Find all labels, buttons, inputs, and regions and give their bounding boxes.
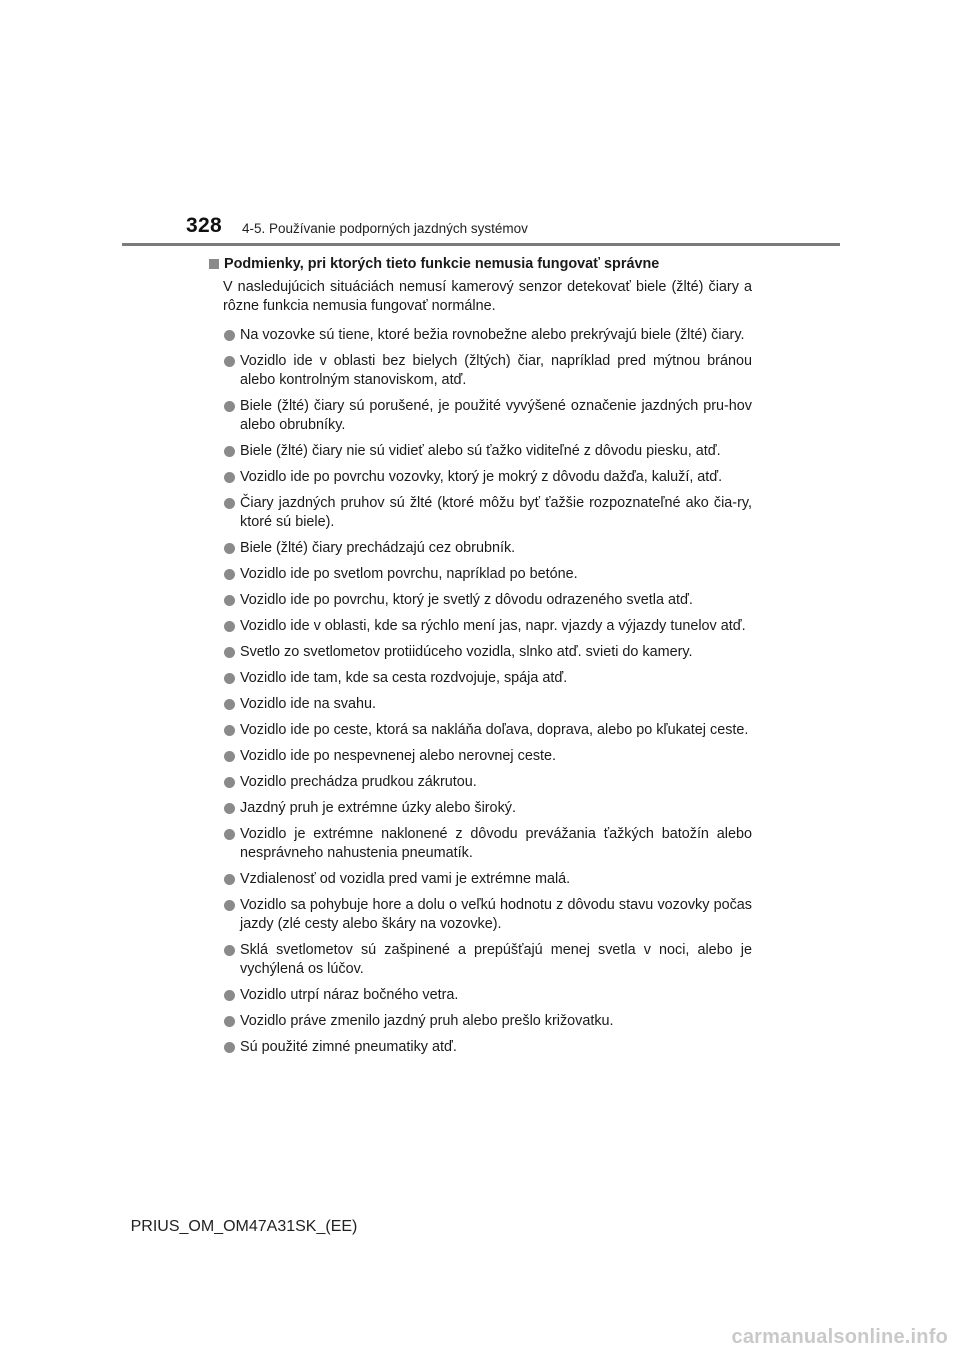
list-item [223,539,752,558]
list-item-text: Čiary jazdných pruhov sú žlté (ktoré môžu byť ťažšie rozpoznateľné ako čia-ry, ktoré sú biele). [240,495,752,530]
list-item-text: Biele (žlté) čiary prechádzajú cez obrubník. [240,540,516,556]
list-item [223,442,752,461]
section-title: 4-5. Používanie podporných jazdných systémov [242,221,528,236]
round-bullet-icon [224,621,235,632]
round-bullet-icon [224,874,235,885]
list-item-text: Vozidlo prechádza prudkou zákrutou. [240,774,477,790]
list-item-text: Vozidlo ide po povrchu, ktorý je svetlý z dôvodu odrazeného svetla atď. [240,592,693,608]
list-item [223,799,752,818]
list-item-text: Vozidlo utrpí náraz bočného vetra. [240,987,459,1003]
round-bullet-icon [224,1016,235,1027]
list-item [223,870,752,889]
list-item [223,617,752,636]
round-bullet-icon [224,1042,235,1053]
list-item-text: Vozidlo ide tam, kde sa cesta rozdvojuje, spája atď. [240,670,568,686]
list-item-text: Sklá svetlometov sú zašpinené a prepúšťajú menej svetla v noci, alebo je vychýlená os lúčov. [240,942,752,977]
document-code: PRIUS_OM_OM47A31SK_(EE) [130,1218,358,1235]
list-item [223,721,752,740]
round-bullet-icon [224,595,235,606]
list-item-text: Vozidlo ide v oblasti, kde sa rýchlo mení jas, napr. vjazdy a výjazdy tunelov atď. [240,618,746,634]
subheading [209,255,752,273]
list-item-text: Svetlo zo svetlometov protiidúceho vozidla, slnko atď. svieti do kamery. [240,644,693,660]
list-item-text: Vozidlo ide v oblasti bez bielych (žltých) čiar, napríklad pred mýtnou bránou alebo kontrolným stanoviskom, atď. [240,353,752,388]
list-item [223,695,752,714]
list-item [223,591,752,610]
round-bullet-icon [224,647,235,658]
list-item [223,747,752,766]
list-item [223,825,752,863]
round-bullet-icon [224,673,235,684]
list-item [223,643,752,662]
list-item [223,397,752,435]
list-item [223,468,752,487]
square-bullet-icon [209,259,219,269]
page-header [0,0,960,246]
round-bullet-icon [224,498,235,509]
list-item-text: Biele (žlté) čiary nie sú vidieť alebo sú ťažko viditeľné z dôvodu piesku, atď. [240,443,721,459]
round-bullet-icon [224,900,235,911]
list-item-text: Vzdialenosť od vozidla pred vami je extrémne malá. [240,871,571,887]
list-item-text: Vozidlo ide po ceste, ktorá sa nakláňa doľava, doprava, alebo po kľukatej ceste. [240,722,749,738]
list-item-text: Vozidlo ide na svahu. [240,696,377,712]
round-bullet-icon [224,569,235,580]
list-item [223,986,752,1005]
round-bullet-icon [224,829,235,840]
round-bullet-icon [224,472,235,483]
round-bullet-icon [224,725,235,736]
main-content [209,255,752,1064]
round-bullet-icon [224,401,235,412]
list-item [223,1012,752,1031]
round-bullet-icon [224,446,235,457]
list-item [223,326,752,345]
round-bullet-icon [224,356,235,367]
list-item-text: Vozidlo ide po povrchu vozovky, ktorý je mokrý z dôvodu dažďa, kaluží, atď. [240,469,723,485]
list-item-text: Vozidlo sa pohybuje hore a dolu o veľkú hodnotu z dôvodu stavu vozovky počas jazdy (zlé cesty alebo škáry na vozovke). [240,897,752,932]
list-item [223,494,752,532]
round-bullet-icon [224,330,235,341]
list-item [223,773,752,792]
list-item [223,352,752,390]
watermark: carmanualsonline.info [731,1326,948,1348]
header-divider [122,243,840,246]
list-item-text: Na vozovke sú tiene, ktoré bežia rovnobežne alebo prekrývajú biele (žlté) čiary. [240,327,745,343]
page-number: 328 [186,214,222,237]
round-bullet-icon [224,751,235,762]
list-item [223,669,752,688]
list-item-text: Vozidlo práve zmenilo jazdný pruh alebo prešlo križovatku. [240,1013,614,1029]
round-bullet-icon [224,543,235,554]
round-bullet-icon [224,777,235,788]
round-bullet-icon [224,990,235,1001]
round-bullet-icon [224,803,235,814]
list-item [223,941,752,979]
list-item [223,565,752,584]
condition-list [209,326,752,1057]
list-item [223,1038,752,1057]
round-bullet-icon [224,699,235,710]
list-item-text: Vozidlo je extrémne naklonené z dôvodu prevážania ťažkých batožín alebo nesprávneho nahustenia pneumatík. [240,826,752,861]
subheading-text: Podmienky, pri ktorých tieto funkcie nemusia fungovať správne [224,256,660,272]
list-item-text: Biele (žlté) čiary sú porušené, je použité vyvýšené označenie jazdných pru-hov alebo obrubníky. [240,398,752,433]
intro-paragraph: V nasledujúcich situáciách nemusí kamerový senzor detekovať biele (žlté) čiary a rôzne funkcia nemusia fungovať normálne. [223,279,752,314]
list-item-text: Vozidlo ide po nespevnenej alebo nerovnej ceste. [240,748,557,764]
round-bullet-icon [224,945,235,956]
list-item-text: Sú použité zimné pneumatiky atď. [240,1039,457,1055]
list-item [223,896,752,934]
list-item-text: Vozidlo ide po svetlom povrchu, napríklad po betóne. [240,566,578,582]
list-item-text: Jazdný pruh je extrémne úzky alebo široký. [240,800,516,816]
